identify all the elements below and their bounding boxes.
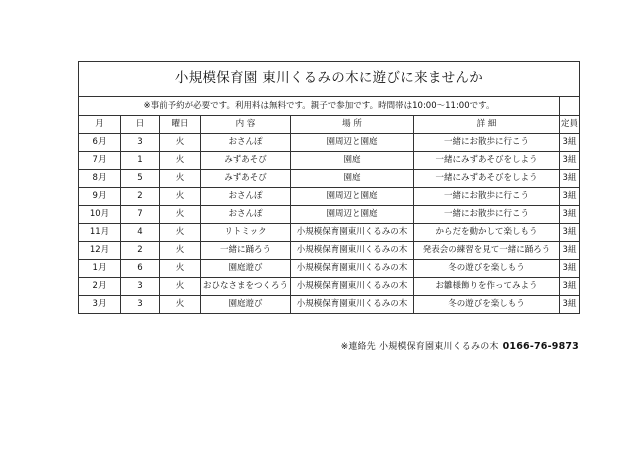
contact-line	[341, 339, 579, 352]
cell-detail: お雛様飾りを作ってみよう	[414, 278, 560, 296]
cell-place: 小規模保育園東川くるみの木	[291, 260, 414, 278]
table-row	[79, 188, 580, 206]
table-row	[79, 242, 580, 260]
cell-day: 3	[121, 278, 160, 296]
cell-detail: 冬の遊びを楽しもう	[414, 296, 560, 314]
cell-capacity: 3組	[560, 260, 580, 278]
cell-weekday: 火	[160, 188, 201, 206]
cell-day: 2	[121, 242, 160, 260]
header-capacity: 定員	[560, 116, 580, 134]
cell-weekday: 火	[160, 260, 201, 278]
table-row	[79, 260, 580, 278]
schedule-table	[78, 61, 580, 314]
table-row	[79, 278, 580, 296]
cell-weekday: 火	[160, 170, 201, 188]
cell-day: 7	[121, 206, 160, 224]
cell-detail: からだを動かして楽しもう	[414, 224, 560, 242]
header-day: 日	[121, 116, 160, 134]
cell-day: 3	[121, 134, 160, 152]
title-row	[79, 62, 580, 97]
header-weekday: 曜日	[160, 116, 201, 134]
cell-detail: 一緒にお散歩に行こう	[414, 188, 560, 206]
cell-day: 1	[121, 152, 160, 170]
cell-month: 3月	[79, 296, 121, 314]
cell-place: 小規模保育園東川くるみの木	[291, 278, 414, 296]
contact-phone: 0166-76-9873	[502, 341, 579, 352]
cell-weekday: 火	[160, 224, 201, 242]
cell-detail: 一緒にお散歩に行こう	[414, 134, 560, 152]
cell-place: 小規模保育園東川くるみの木	[291, 296, 414, 314]
cell-weekday: 火	[160, 278, 201, 296]
page-title: 小規模保育園 東川くるみの木に遊びに来ませんか	[79, 62, 580, 97]
cell-capacity: 3組	[560, 296, 580, 314]
cell-detail: 冬の遊びを楽しもう	[414, 260, 560, 278]
cell-place: 小規模保育園東川くるみの木	[291, 224, 414, 242]
cell-content: 園庭遊び	[201, 260, 291, 278]
cell-capacity: 3組	[560, 206, 580, 224]
header-month: 月	[79, 116, 121, 134]
cell-content: リトミック	[201, 224, 291, 242]
cell-capacity: 3組	[560, 170, 580, 188]
cell-content: 一緒に踊ろう	[201, 242, 291, 260]
cell-content: みずあそび	[201, 170, 291, 188]
cell-month: 12月	[79, 242, 121, 260]
cell-content: おさんぽ	[201, 188, 291, 206]
cell-weekday: 火	[160, 134, 201, 152]
cell-day: 4	[121, 224, 160, 242]
table-row	[79, 224, 580, 242]
cell-month: 6月	[79, 134, 121, 152]
table-row	[79, 296, 580, 314]
cell-day: 5	[121, 170, 160, 188]
cell-weekday: 火	[160, 206, 201, 224]
cell-day: 3	[121, 296, 160, 314]
cell-place: 小規模保育園東川くるみの木	[291, 242, 414, 260]
cell-capacity: 3組	[560, 224, 580, 242]
table-row	[79, 134, 580, 152]
cell-place: 園周辺と園庭	[291, 188, 414, 206]
cell-month: 11月	[79, 224, 121, 242]
cell-month: 10月	[79, 206, 121, 224]
cell-content: おさんぽ	[201, 206, 291, 224]
cell-detail: 一緒にみずあそびをしよう	[414, 170, 560, 188]
cell-day: 2	[121, 188, 160, 206]
header-row	[79, 116, 580, 134]
cell-weekday: 火	[160, 152, 201, 170]
cell-day: 6	[121, 260, 160, 278]
table-row	[79, 152, 580, 170]
cell-detail: 発表会の練習を見て一緒に踊ろう	[414, 242, 560, 260]
cell-month: 2月	[79, 278, 121, 296]
cell-content: 園庭遊び	[201, 296, 291, 314]
cell-month: 1月	[79, 260, 121, 278]
cell-month: 9月	[79, 188, 121, 206]
table-row	[79, 170, 580, 188]
cell-capacity: 3組	[560, 242, 580, 260]
cell-content: おひなさまをつくろう	[201, 278, 291, 296]
cell-weekday: 火	[160, 296, 201, 314]
cell-detail: 一緒にお散歩に行こう	[414, 206, 560, 224]
cell-detail: 一緒にみずあそびをしよう	[414, 152, 560, 170]
cell-capacity: 3組	[560, 152, 580, 170]
header-place: 場 所	[291, 116, 414, 134]
cell-place: 園庭	[291, 152, 414, 170]
header-content: 内 容	[201, 116, 291, 134]
notice-text: ※事前予約が必要です。利用料は無料です。親子で参加です。時間帯は10:00～11:00です。	[79, 97, 560, 116]
cell-content: おさんぽ	[201, 134, 291, 152]
note-blank-cell	[560, 97, 580, 116]
cell-place: 園庭	[291, 170, 414, 188]
cell-capacity: 3組	[560, 134, 580, 152]
cell-month: 8月	[79, 170, 121, 188]
cell-capacity: 3組	[560, 188, 580, 206]
contact-label: ※連絡先 小規模保育園東川くるみの木	[340, 342, 499, 352]
note-row	[79, 97, 580, 116]
table-row	[79, 206, 580, 224]
cell-place: 園周辺と園庭	[291, 206, 414, 224]
cell-place: 園周辺と園庭	[291, 134, 414, 152]
cell-weekday: 火	[160, 242, 201, 260]
cell-content: みずあそび	[201, 152, 291, 170]
cell-capacity: 3組	[560, 278, 580, 296]
cell-month: 7月	[79, 152, 121, 170]
header-detail: 詳 細	[414, 116, 560, 134]
